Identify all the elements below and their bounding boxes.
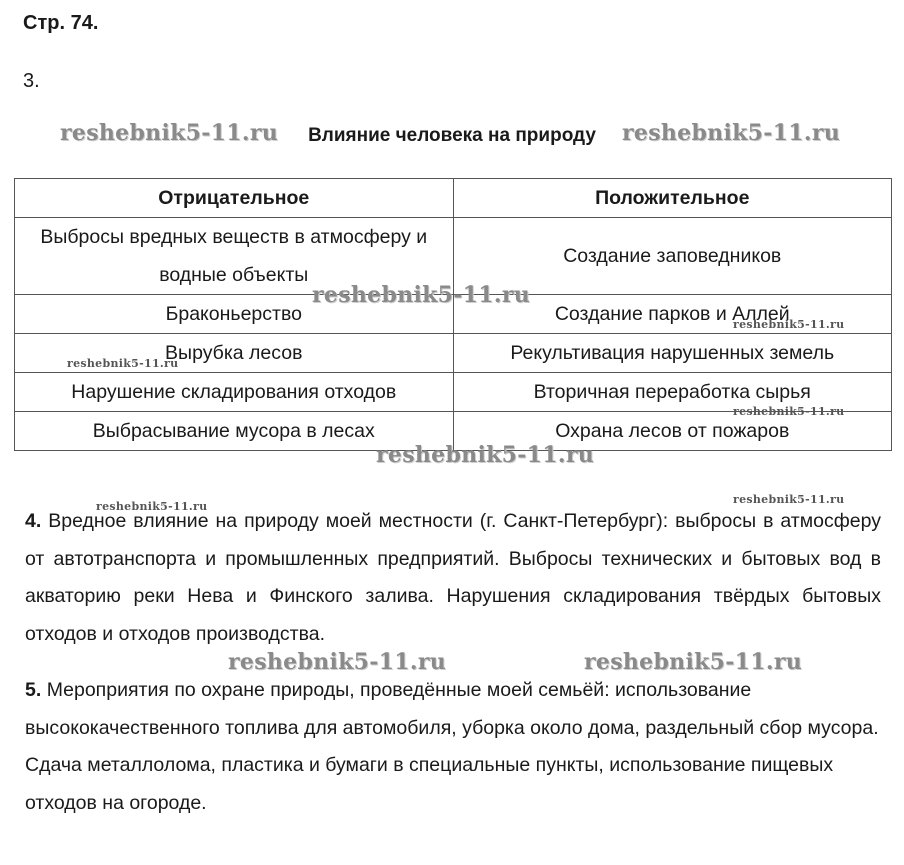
- task-3-number: 3.: [23, 70, 40, 92]
- column-header-negative: Отрицательное: [15, 179, 454, 218]
- watermark: reshebnik5-11.ru: [584, 649, 803, 675]
- task-4-number: 4.: [25, 510, 42, 532]
- table-cell-positive: Вторичная переработка сырья: [453, 373, 892, 412]
- watermark: reshebnik5-11.ru: [67, 357, 179, 370]
- page-number: Стр. 74.: [23, 12, 99, 34]
- table-cell-negative: Нарушение складирования отходов: [15, 373, 454, 412]
- watermark: reshebnik5-11.ru: [622, 120, 841, 146]
- task-5-number: 5.: [25, 679, 42, 701]
- watermark: reshebnik5-11.ru: [733, 493, 845, 506]
- table-title: Влияние человека на природу: [308, 125, 596, 146]
- table-cell-negative: Выбрасывание мусора в лесах: [15, 412, 454, 451]
- table-cell-positive: Создание заповедников: [453, 218, 892, 295]
- table-cell-positive: Рекультивация нарушенных земель: [453, 334, 892, 373]
- task-4-paragraph: [25, 503, 881, 653]
- watermark: reshebnik5-11.ru: [733, 318, 845, 331]
- task-5-text: Мероприятия по охране природы, проведённые моей семьёй: использование высококачественного топлива для автомобиля, уборка около дома, раздельный сбор мусора. Сдача металлолома, пластика и бумаги в специальные пункты, использование пищевых отходов на огороде.: [25, 679, 879, 814]
- table-cell-negative: Вырубка лесов: [15, 334, 454, 373]
- task-4-text: Вредное влияние на природу моей местности (г. Санкт-Петербург): выбросы в атмосферу от автотранспорта и промышленных предприятий. Выбросы технических и бытовых вод в акваторию реки Нева и Финского залива. Нарушения складирования твёрдых бытовых отходов и отходов производства.: [25, 510, 882, 645]
- table-cell-negative: Выбросы вредных веществ в атмосферу и водные объекты: [15, 218, 454, 295]
- watermark: reshebnik5-11.ru: [96, 500, 208, 513]
- watermark: reshebnik5-11.ru: [228, 649, 447, 675]
- table-cell-positive: Создание парков и Аллей: [453, 295, 892, 334]
- table-cell-negative: Браконьерство: [15, 295, 454, 334]
- table-header-row: [15, 179, 892, 218]
- watermark: reshebnik5-11.ru: [733, 405, 845, 418]
- watermark: reshebnik5-11.ru: [60, 120, 279, 146]
- table-cell-positive: Охрана лесов от пожаров: [453, 412, 892, 451]
- watermark: reshebnik5-11.ru: [376, 442, 595, 468]
- watermark: reshebnik5-11.ru: [312, 282, 531, 308]
- column-header-positive: Положительное: [453, 179, 892, 218]
- task-5-paragraph: [25, 672, 881, 822]
